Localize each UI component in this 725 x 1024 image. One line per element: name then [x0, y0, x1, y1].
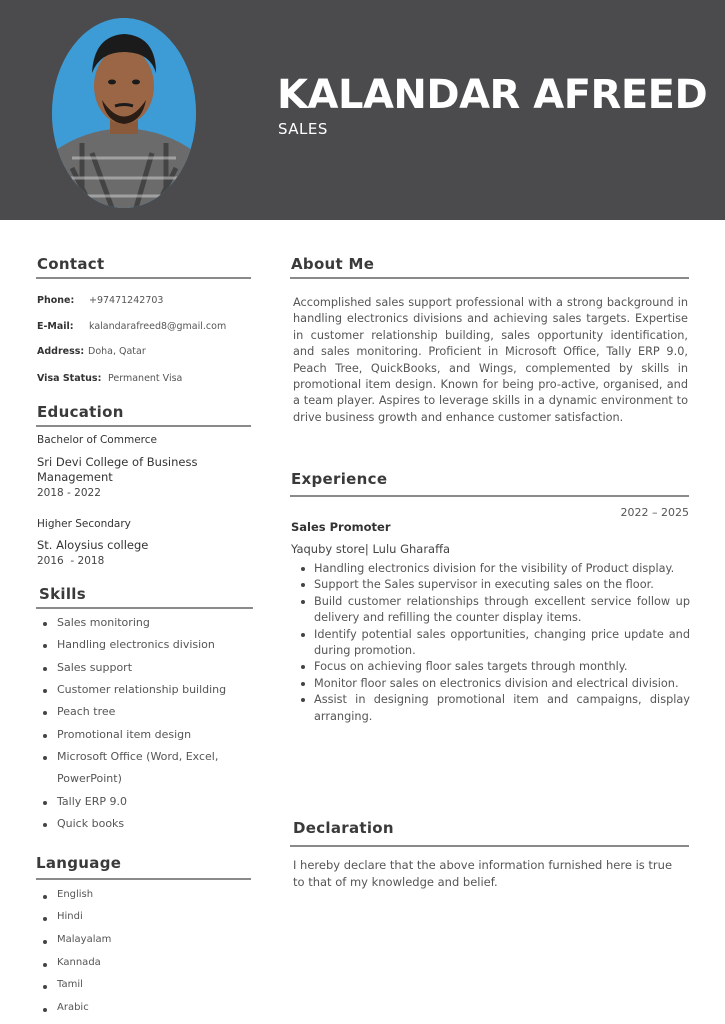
language-divider [36, 878, 251, 880]
experience-bullet: Build customer relationships through excellent service follow up delivery and refilling the counter display items. [296, 594, 690, 627]
email-value[interactable]: kalandarafreed8@gmail.com [89, 321, 227, 332]
contact-address [37, 346, 146, 357]
language-item: Malayalam [43, 934, 111, 945]
declaration-text: I hereby declare that the above information furnished here is true to that of my knowledge and belief. [293, 858, 673, 889]
about-heading: About Me [291, 255, 375, 273]
address-label: Address: [37, 346, 85, 357]
contact-visa [37, 373, 182, 384]
skill-item: Microsoft Office (Word, Excel, [43, 750, 218, 763]
phone-label: Phone: [37, 295, 75, 306]
email-label: E-Mail: [37, 321, 74, 332]
skill-item: Quick books [43, 817, 124, 830]
visa-value: Permanent Visa [108, 373, 183, 384]
education-years-1: 2018 - 2022 [37, 487, 101, 499]
profile-photo [52, 18, 196, 208]
skill-item: Tally ERP 9.0 [43, 795, 127, 808]
visa-label: Visa Status: [37, 373, 102, 384]
experience-bullet: Monitor floor sales on electronics division and electrical division. [296, 676, 690, 692]
education-school-1: Sri Devi College of Business Management [37, 455, 198, 484]
language-item: Hindi [43, 911, 83, 922]
experience-heading: Experience [291, 470, 388, 488]
experience-bullet: Handling electronics division for the visibility of Product display. [296, 561, 690, 577]
contact-phone [37, 295, 163, 306]
skills-divider [36, 607, 253, 609]
education-degree-1: Bachelor of Commerce [37, 434, 157, 446]
phone-value[interactable]: +97471242703 [89, 295, 164, 306]
address-value: Doha, Qatar [88, 346, 146, 357]
skill-item: Peach tree [43, 705, 115, 718]
language-item: Kannada [43, 957, 101, 968]
skill-item: Handling electronics division [43, 638, 215, 651]
education-school-2: St. Aloysius college [37, 538, 149, 552]
contact-email [37, 321, 226, 332]
job-organization: Yaquby store| Lulu Gharaffa [291, 542, 451, 556]
language-item: Arabic [43, 1002, 89, 1013]
skill-item: Customer relationship building [43, 683, 226, 696]
skill-item: Promotional item design [43, 728, 191, 741]
person-name: KALANDAR AFREED [277, 72, 708, 118]
skills-heading: Skills [39, 585, 86, 603]
education-heading: Education [37, 403, 124, 421]
education-years-2: 2016 - 2018 [37, 555, 105, 567]
declaration-divider [290, 845, 689, 847]
experience-bullet: Assist in designing promotional item and campaigns, display arranging. [296, 692, 690, 725]
experience-divider [290, 495, 689, 497]
person-role: SALES [278, 120, 328, 138]
declaration-heading: Declaration [293, 819, 394, 837]
language-item: English [43, 889, 93, 900]
about-divider [290, 277, 689, 279]
contact-heading: Contact [37, 255, 105, 273]
education-divider [36, 425, 251, 427]
skill-item-continued: PowerPoint) [57, 772, 122, 785]
skill-item: Sales support [43, 661, 132, 674]
job-title: Sales Promoter [291, 520, 391, 534]
language-item: Tamil [43, 979, 83, 990]
experience-bullets [296, 561, 690, 725]
experience-bullet: Support the Sales supervisor in executing sales on the floor. [296, 577, 690, 593]
language-heading: Language [36, 854, 122, 872]
experience-bullet: Identify potential sales opportunities, changing price update and during promotion. [296, 627, 690, 660]
contact-divider [36, 277, 251, 279]
education-degree-2: Higher Secondary [37, 518, 131, 530]
skill-item: Sales monitoring [43, 616, 150, 629]
experience-bullet: Focus on achieving floor sales targets through monthly. [296, 659, 690, 675]
experience-date: 2022 – 2025 [620, 506, 689, 519]
about-text: Accomplished sales support professional with a strong background in handling electronics divisions and achieving sales targets. Expertise in customer relationship building, sales opportunity identification, and sales monitoring. Proficient in Microsoft Office, Tally ERP 9.0, Peach Tree, QuickBooks, and Wings, complemented by skills in promotional item design. Known for being pro-active, organised, and a team player. Aspires to leverage skills in a dynamic environment to drive business growth and enhance customer satisfaction. [293, 296, 688, 424]
